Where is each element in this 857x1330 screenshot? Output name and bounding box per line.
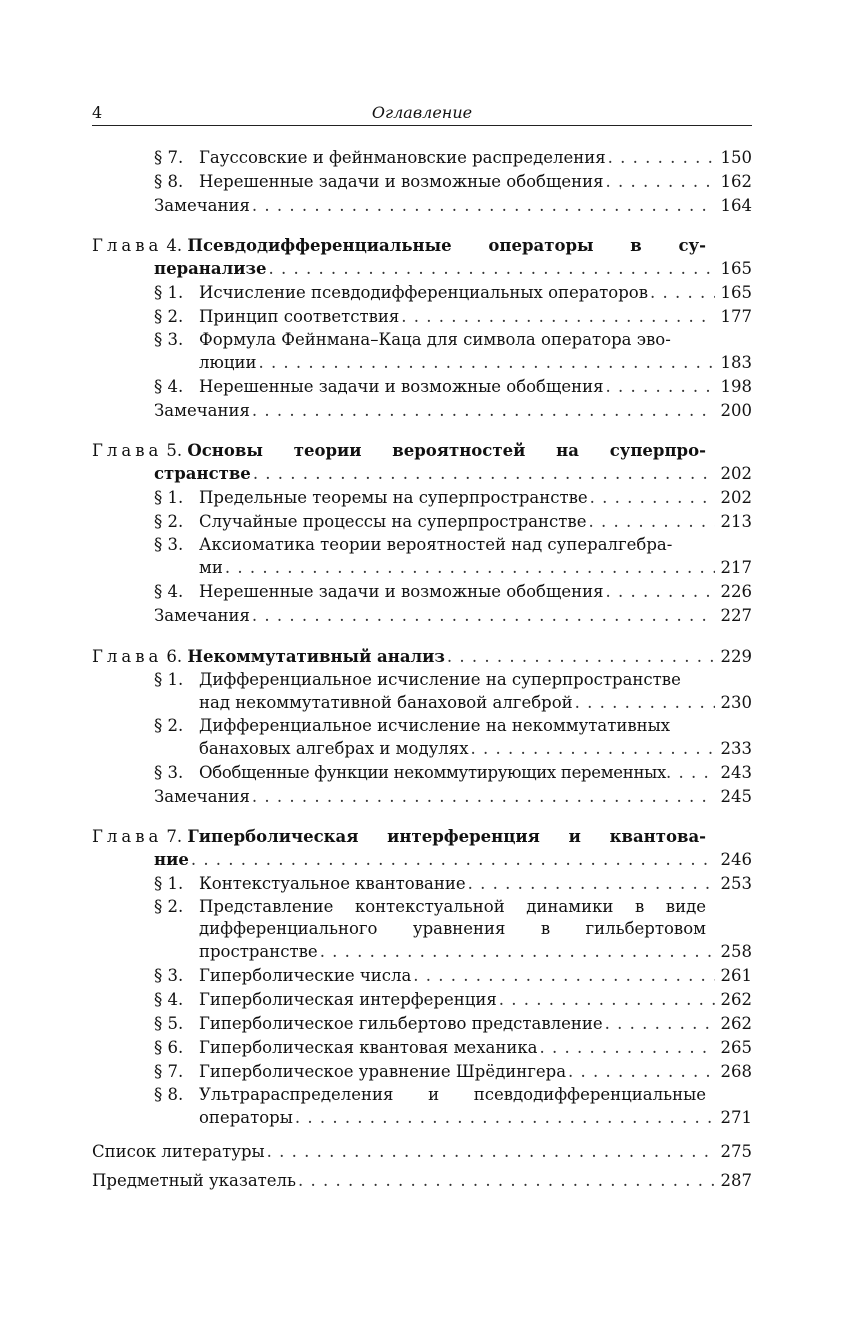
toc-entry[interactable]: Замечания . . . 227 [92, 604, 752, 628]
running-header [92, 103, 752, 126]
toc-entry-cont[interactable]: банаховых алгебрах и модулях . . . 233 [92, 737, 752, 761]
dot-leader [606, 170, 715, 194]
toc-entry[interactable]: Замечания . . . 200 [92, 399, 752, 423]
chapter-heading[interactable]: Глава 7. Гиперболическая интерференция и квантова- [92, 827, 706, 846]
toc-entry[interactable]: § 4. Нерешенные задачи и возможные обобщения . . . 226 [92, 580, 752, 604]
toc-entry-cont[interactable]: дифференциального уравнения в гильбертовом [199, 919, 706, 938]
chapter-heading[interactable]: Глава 5. Основы теории вероятностей на суперпро- [92, 441, 706, 460]
toc-entry[interactable]: § 1. Дифференциальное исчисление на суперпространстве [154, 670, 681, 689]
toc-entry[interactable]: § 6. Гиперболическая квантовая механика . . . 265 [92, 1036, 752, 1060]
page-number: 4 [92, 103, 103, 122]
toc-entry-cont[interactable]: пространстве . . . 258 [92, 940, 752, 964]
toc-entry-index[interactable]: Предметный указатель . . . 287 [92, 1169, 752, 1193]
toc-entry[interactable]: § 4. Гиперболическая интерференция . . . 262 [92, 988, 752, 1012]
dot-leader [268, 257, 714, 281]
toc-entry[interactable]: § 3. Обобщенные функции некоммутирующих переменных . . . 243 [92, 761, 752, 785]
page-ref: 150 [720, 148, 752, 167]
toc-entry[interactable]: § 7. Гиперболическое уравнение Шрёдингера . . . 268 [92, 1060, 752, 1084]
toc-entry[interactable]: § 1. Исчисление псевдодифференциальных операторов . . . 165 [92, 281, 752, 305]
dot-leader [608, 146, 715, 170]
toc-entry-cont[interactable]: люции . . . 183 [92, 351, 752, 375]
toc-entry[interactable]: § 2. Представление контекстуальной динамики в виде [154, 897, 706, 916]
entry-title: Нерешенные задачи и возможные обобщения [199, 172, 604, 191]
toc-entry-bibliography[interactable]: Список литературы . . . 275 [92, 1140, 752, 1164]
toc-entry[interactable]: § 1. Контекстуальное квантование . . . 253 [92, 872, 752, 896]
toc-entry[interactable]: § 1. Предельные теоремы на суперпространстве . . . 202 [92, 486, 752, 510]
toc-entry[interactable]: § 8. Нерешенные задачи и возможные обобщения . . . 162 [92, 170, 752, 194]
chapter-heading-cont[interactable]: ние . . . 246 [92, 848, 752, 872]
table-of-contents [92, 146, 752, 1193]
toc-entry[interactable]: § 3. Формула Фейнмана–Каца для символа оператора эво- [154, 330, 671, 349]
toc-entry[interactable]: § 3. Гиперболические числа . . . 261 [92, 964, 752, 988]
dot-leader [252, 194, 715, 218]
entry-title: Гауссовские и фейнмановские распределения [199, 148, 606, 167]
toc-entry[interactable]: § 2. Случайные процессы на суперпространстве . . . 213 [92, 510, 752, 534]
chapter-heading[interactable]: Глава 4. Псевдодифференциальные операторы в су- [92, 236, 706, 255]
toc-entry-cont[interactable]: над некоммутативной банаховой алгеброй . . . 230 [92, 691, 752, 715]
toc-entry[interactable]: § 2. Принцип соответствия . . . 177 [92, 305, 752, 329]
chapter-heading-cont[interactable]: перанализе . . . 165 [92, 257, 752, 281]
toc-entry[interactable]: § 5. Гиперболическое гильбертово представление . . . 262 [92, 1012, 752, 1036]
entry-title: Замечания [154, 196, 250, 215]
toc-entry-cont[interactable]: ми . . . 217 [92, 556, 752, 580]
chapter-heading-cont[interactable]: странстве . . . 202 [92, 462, 752, 486]
toc-entry[interactable]: § 3. Аксиоматика теории вероятностей над супералгебра- [154, 535, 673, 554]
toc-entry[interactable]: § 7. Гауссовские и фейнмановские распределения . . . 150 [92, 146, 752, 170]
toc-entry-cont[interactable]: операторы . . . 271 [92, 1106, 752, 1130]
toc-entry[interactable]: § 8. Ультрараспределения и псевдодифференциальные [154, 1085, 706, 1104]
toc-entry[interactable]: § 2. Дифференциальное исчисление на некоммутативных [154, 716, 671, 735]
toc-entry[interactable]: § 4. Нерешенные задачи и возможные обобщения . . . 198 [92, 375, 752, 399]
page-ref: 164 [720, 196, 752, 215]
header-title: Оглавление [371, 103, 473, 122]
page-ref: 162 [720, 172, 752, 191]
chapter-heading[interactable]: Глава 6. Некоммутативный анализ . . . 229 [92, 645, 752, 669]
toc-entry[interactable] [92, 194, 752, 218]
toc-entry[interactable]: Замечания . . . 245 [92, 785, 752, 809]
